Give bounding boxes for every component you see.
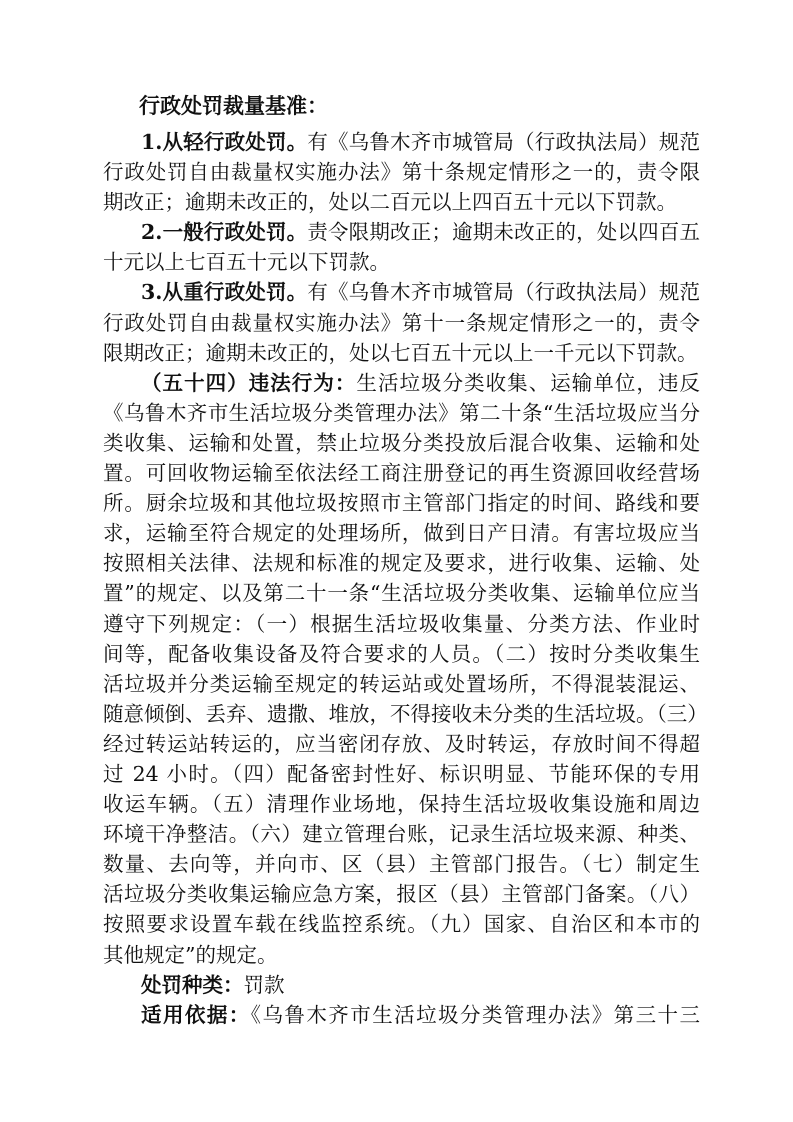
line-text: 生活垃圾分类收集、运输单位，违反 [356, 370, 701, 395]
paragraph-violation-54 [103, 368, 708, 970]
paragraph-line: 类收集、运输和处置，禁止垃圾分类投放后混合收集、运输和处 [103, 430, 700, 455]
paragraph-line: 所。厨余垃圾和其他垃圾按照市主管部门指定的时间、路线和要 [103, 491, 700, 516]
paragraph-line: 置。可回收物运输至依法经工商注册登记的再生资源回收经营场 [103, 461, 700, 486]
paragraph-line [103, 1000, 700, 1030]
paragraph-general-penalty [103, 217, 700, 277]
paragraph-line: 活垃圾并分类运输至规定的转运站或处置场所，不得混装混运、 [103, 671, 700, 696]
paragraph-line: 求，运输至符合规定的处理场所，做到日产日清。有害垃圾应当 [103, 521, 700, 546]
line-text: 罚款 [243, 972, 285, 997]
paragraph-line: 数量、去向等，并向市、区（县）主管部门报告。（七）制定生 [103, 852, 700, 877]
paragraph-line: 环境干净整洁。（六）建立管理台账，记录生活垃圾来源、种类、 [103, 822, 700, 847]
line-text: 有《乌鲁木齐市城管局（行政执法局）规范 [307, 280, 701, 305]
paragraph-line: 遵守下列规定：（一）根据生活垃圾收集量、分类方法、作业时 [103, 611, 700, 636]
line-text: 《乌鲁木齐市生活垃圾分类管理办法》第三十三 [250, 1002, 700, 1027]
paragraph-line: 限期改正；逾期未改正的，处以七百五十元以上一千元以下罚款。 [103, 340, 698, 365]
paragraph-line: 《乌鲁木齐市生活垃圾分类管理办法》第二十条“生活垃圾应当分 [103, 400, 700, 425]
section-heading: 行政处罚裁量基准： [139, 93, 328, 118]
paragraph-heavy-penalty [103, 277, 700, 367]
paragraph-line: 过 24 小时。（四）配备密封性好、标识明显、节能环保的专用 [103, 761, 700, 786]
paragraph-lead: 3.从重行政处罚。 [141, 280, 308, 305]
paragraph-line: 按照要求设置车载在线监控系统。（九）国家、自治区和本市的 [103, 912, 700, 937]
paragraph-line: 期改正；逾期未改正的，处以二百元以上四百五十元以下罚款。 [103, 190, 677, 215]
paragraph-line: 间等，配备收集设备及符合要求的人员。（二）按时分类收集生 [103, 641, 700, 666]
paragraph-lead: 适用依据： [141, 1002, 251, 1027]
paragraph-line: 随意倾倒、丢弃、遗撒、堆放，不得接收未分类的生活垃圾。（三） [103, 701, 708, 726]
paragraph-line: 活垃圾分类收集运输应急方案，报区（县）主管部门备案。（八） [103, 882, 700, 907]
paragraph-line [103, 970, 700, 1000]
paragraph-line: 置”的规定、以及第二十一条“生活垃圾分类收集、运输单位应当 [103, 581, 700, 606]
paragraph-legal-basis [103, 1000, 700, 1030]
paragraph-light-penalty [103, 127, 700, 217]
paragraph-line: 十元以上七百五十元以下罚款。 [103, 250, 390, 275]
paragraph-lead: 1.从轻行政处罚。 [141, 130, 308, 154]
paragraph-line [103, 277, 700, 307]
paragraph-line [103, 217, 700, 247]
paragraph-line: 经过转运站转运的，应当密闭存放、及时转运，存放时间不得超 [103, 731, 700, 756]
paragraph-line: 按照相关法律、法规和标准的规定及要求，进行收集、运输、处 [103, 551, 700, 576]
paragraph-line [103, 368, 700, 398]
paragraph-lead: 2.一般行政处罚。 [141, 220, 308, 245]
line-text: 责令限期改正；逾期未改正的，处以四百五 [307, 220, 701, 245]
paragraph-lead: （五十四）违法行为： [141, 370, 357, 395]
paragraph-penalty-type [103, 970, 700, 1000]
paragraph-line: 行政处罚自由裁量权实施办法》第十条规定情形之一的，责令限 [103, 160, 700, 185]
paragraph-lead: 处罚种类： [141, 972, 244, 997]
paragraph-line: 行政处罚自由裁量权实施办法》第十一条规定情形之一的，责令 [103, 310, 700, 335]
paragraph-line: 其他规定”的规定。 [103, 942, 278, 967]
paragraph-line: 收运车辆。（五）清理作业场地，保持生活垃圾收集设施和周边 [103, 792, 700, 817]
paragraph-line [103, 127, 700, 157]
line-text: 有《乌鲁木齐市城管局（行政执法局）规范 [307, 130, 701, 154]
document-body [103, 91, 708, 1030]
